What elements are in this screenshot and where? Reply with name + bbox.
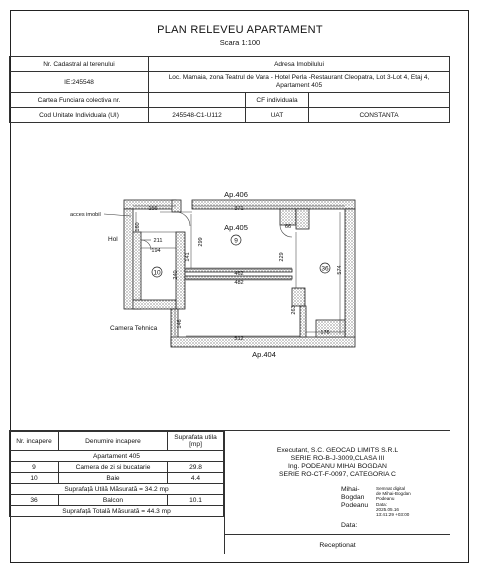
- dim-512: 512: [234, 336, 244, 342]
- grand-total: Suprafață Totală Măsurată = 44.3 mp: [10, 506, 224, 517]
- address-line-1: Loc. Mamaia, zona Teatrul de Vara - Hotel Perla -Restaurant Cleopatra, Lot 3-Lot 4, Etaj 4,: [168, 74, 430, 81]
- dim-146: 146: [177, 319, 183, 329]
- table-row: 36 Balcon 10.1: [10, 495, 224, 506]
- address-line-2: Apartament 405: [275, 82, 323, 89]
- dim-66: 66: [284, 224, 292, 230]
- footer-section: [9, 430, 450, 553]
- table-row: 9 Camera de zi si bucatarie 29.8: [10, 462, 224, 473]
- cod-ui-value: 245548-C1-U112: [149, 108, 246, 123]
- executant-line-2: SERIE RO-B-J-3009,CLASA III: [290, 455, 385, 462]
- dim-229: 229: [279, 252, 285, 262]
- dim-462: 462: [234, 271, 244, 277]
- dim-211: 211: [153, 238, 163, 244]
- cf-individuala-label: CF individuala: [246, 93, 309, 108]
- dim-482: 482: [234, 280, 244, 286]
- col-nr-incapere: Nr. incapere: [10, 432, 59, 451]
- executant-line-4: SERIE RO-CT-F-0097, CATEGORIA C: [279, 471, 396, 478]
- apartment-label: Apartament 405: [10, 451, 224, 462]
- col-denumire: Denumire incapere: [59, 432, 168, 451]
- col-suprafata: Suprafata utila [mp]: [168, 432, 224, 451]
- address-label: Adresa Imobilului: [149, 57, 450, 72]
- dim-156: 156: [148, 206, 158, 212]
- room-number-10: 10: [153, 269, 161, 277]
- executant-line-3: Ing. PODEANU MIHAI BOGDAN: [288, 463, 387, 470]
- dim-160: 160: [135, 222, 141, 232]
- label-ap-406: Ap.406: [224, 190, 248, 199]
- util-total: Suprafață Utilă Măsurată = 34.2 mp: [10, 484, 224, 495]
- label-acces-imobil: acces imobil: [70, 212, 101, 218]
- uat-value: CONSTANTA: [309, 108, 450, 123]
- data-label: Data:: [341, 522, 358, 529]
- label-hol: Hol: [108, 236, 118, 243]
- label-camera-tehnica: Camera Tehnica: [110, 325, 158, 332]
- rooms-table: [9, 431, 224, 517]
- dim-141: 141: [185, 252, 191, 262]
- room-number-9: 9: [234, 237, 238, 245]
- cadastral-label: Nr. Cadastral al terenului: [10, 57, 149, 72]
- uat-label: UAT: [246, 108, 309, 123]
- label-ap-405: Ap.405: [224, 223, 248, 232]
- dim-371: 371: [234, 206, 244, 212]
- dim-299: 299: [198, 237, 204, 247]
- cod-ui-label: Cod Unitate Individuala (UI): [10, 108, 149, 123]
- document-title: PLAN RELEVEU APARTAMENT: [157, 24, 323, 36]
- receptionat-label: Receptionat: [319, 542, 356, 549]
- carte-funciara-label: Cartea Funciara colectiva nr.: [10, 93, 149, 108]
- room-number-36: 36: [321, 265, 329, 273]
- dim-574: 574: [337, 265, 343, 275]
- dim-194: 194: [151, 248, 161, 254]
- digital-signature-stamp: Semnat digital de Mihai-Bogdan Podeanu Data: 2025.05.16 13:41:29 +03:00: [376, 486, 411, 518]
- ie-value: IE:245548: [10, 72, 149, 93]
- executant-block: [225, 431, 450, 554]
- dim-240: 240: [173, 270, 179, 280]
- dim-176: 176: [320, 330, 330, 336]
- signature-name: Mihai- Bogdan Podeanu: [341, 486, 369, 509]
- scale-label: Scara 1:100: [219, 38, 261, 47]
- table-row: 10 Baie 4.4: [10, 473, 224, 484]
- label-ap-404: Ap.404: [252, 350, 276, 359]
- dim-263: 263: [291, 305, 297, 315]
- executant-line-1: Executant, S.C. GEOCAD LIMITS S.R.L: [276, 447, 399, 454]
